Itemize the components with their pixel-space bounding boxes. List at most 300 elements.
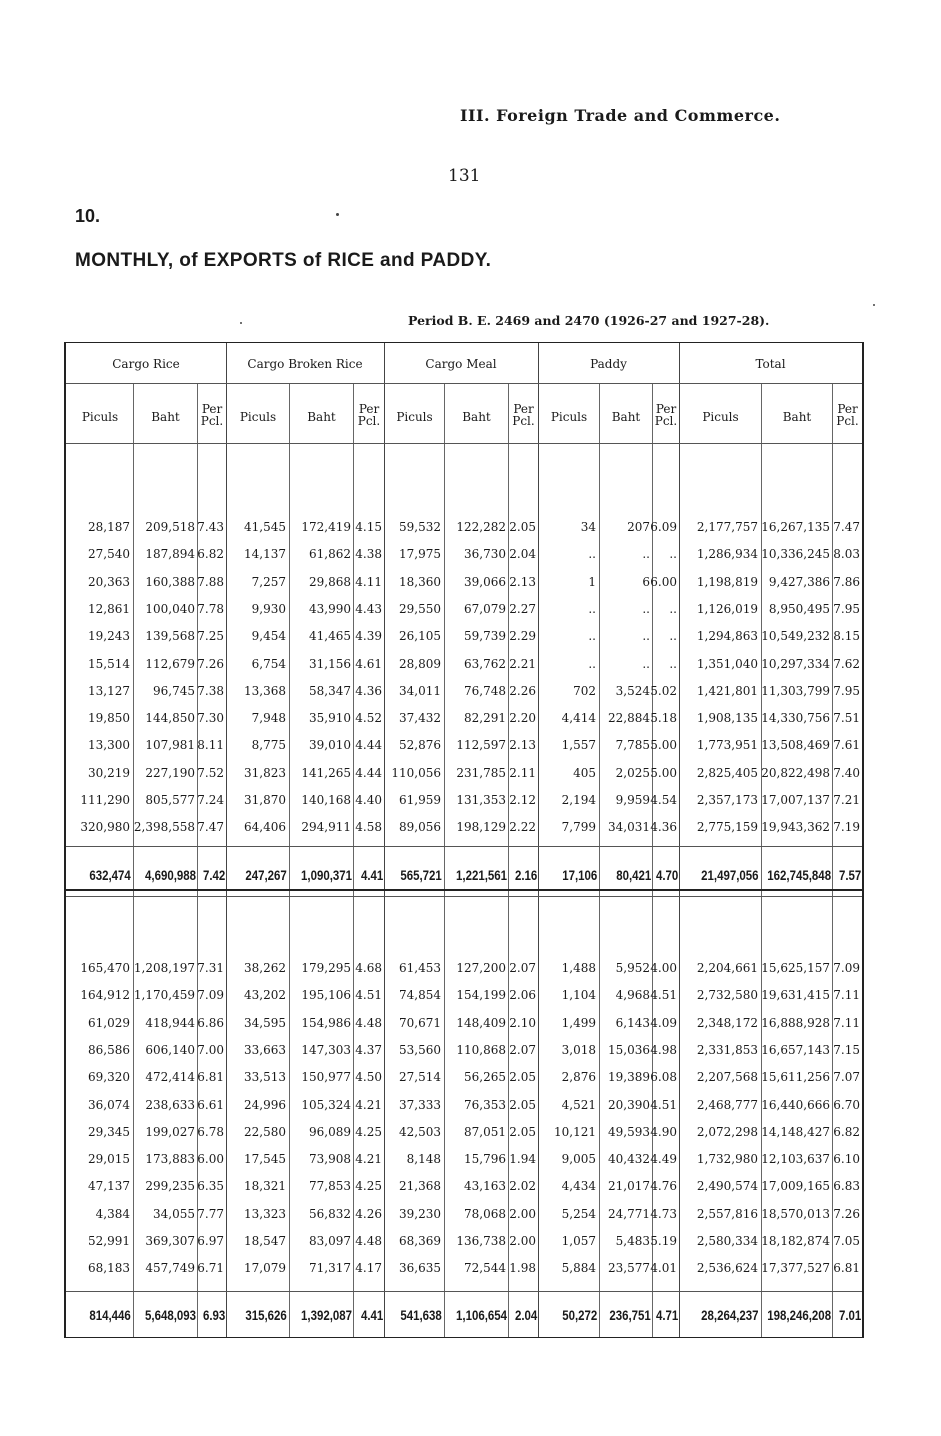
table-cell: 112,597 [456, 738, 506, 753]
table-cell: 61,029 [88, 1015, 130, 1030]
table-cell: 17,545 [244, 1152, 286, 1167]
total-cell: 247,267 [245, 868, 287, 883]
table-cell: 36,074 [88, 1097, 130, 1112]
total-cell: 632,474 [89, 868, 131, 883]
table-cell: 2,025 [615, 765, 650, 780]
table-cell: 26,105 [399, 629, 441, 644]
table-cell: 294,911 [301, 820, 351, 835]
table-cell: 2.29 [509, 629, 536, 644]
table-cell: .. [669, 629, 677, 644]
table-cell: 42,503 [399, 1124, 441, 1139]
table-cell: 9,930 [251, 601, 286, 616]
table-cell: 16,657,143 [761, 1042, 830, 1057]
table-cell: 6.81 [833, 1261, 860, 1276]
header-rule [66, 383, 862, 384]
table-cell: 2.11 [509, 765, 536, 780]
table-cell: 77,853 [309, 1179, 351, 1194]
table-cell: 19,943,362 [761, 820, 830, 835]
table-cell: 4,968 [615, 988, 650, 1003]
table-cell: 7,799 [561, 820, 596, 835]
total-cell: 565,721 [400, 868, 442, 883]
table-cell: 89,056 [399, 820, 441, 835]
table-cell: 8,775 [251, 738, 286, 753]
table-cell: 2,398,558 [133, 820, 195, 835]
total-cell: 7.01 [838, 1308, 861, 1323]
table-cell: 2,331,853 [696, 1042, 758, 1057]
table-cell: 20,390 [608, 1097, 650, 1112]
table-cell: 2.02 [509, 1179, 536, 1194]
column-header-piculs: Piculs [239, 410, 277, 424]
table-cell: 4.51 [650, 988, 677, 1003]
table-cell: 8.03 [833, 547, 860, 562]
table-cell: 7.40 [833, 765, 860, 780]
table-cell: .. [669, 547, 677, 562]
table-cell: 165,470 [80, 961, 130, 975]
table-cell: 7.51 [833, 711, 860, 726]
table-cell: 1,286,934 [696, 547, 758, 562]
table-cell: 7.26 [197, 656, 224, 671]
table-cell: 6.08 [650, 1070, 677, 1085]
table-cell: 8,950,495 [768, 601, 830, 616]
table-cell: 13,127 [88, 683, 130, 698]
table-cell: 29,868 [309, 574, 351, 589]
table-cell: 131,353 [456, 793, 506, 807]
table-cell: 7.78 [197, 601, 224, 616]
table-cell: 67,079 [464, 601, 506, 616]
table-cell: 4.25 [355, 1179, 382, 1194]
table-cell: 13,300 [88, 738, 130, 753]
table-cell: 61,862 [309, 547, 351, 562]
table-cell: 1,294,863 [696, 629, 758, 644]
table-cell: 110,056 [391, 765, 441, 780]
table-cell: 43,163 [464, 1179, 506, 1194]
table-cell: 111,290 [80, 793, 130, 807]
table-row [66, 654, 862, 674]
group-header-total: Total [755, 357, 786, 371]
table-cell: 34,031 [608, 820, 650, 835]
table-cell: 68,183 [88, 1261, 130, 1276]
table-cell: 13,323 [244, 1206, 286, 1221]
column-header-piculs: Piculs [396, 410, 433, 424]
table-cell: 164,912 [80, 988, 130, 1003]
total-cell: 162,745,848 [767, 868, 831, 883]
table-cell: 86,586 [88, 1042, 130, 1057]
table-cell: .. [642, 601, 650, 616]
print-speck [336, 213, 339, 216]
table-cell: 2,580,334 [696, 1234, 758, 1248]
table-cell: .. [642, 656, 650, 671]
column-header-baht: Baht [611, 410, 641, 424]
table-cell: 43,990 [309, 601, 351, 616]
table-cell: 39,066 [464, 574, 506, 589]
total-cell: 1,221,561 [455, 868, 507, 883]
table-cell: 4.37 [355, 1042, 382, 1057]
total-cell: 6.93 [202, 1308, 225, 1323]
table-cell: 13,368 [244, 683, 286, 698]
table-cell: 4.50 [355, 1070, 382, 1085]
total-rule [66, 846, 862, 847]
table-cell: 7.11 [833, 988, 860, 1003]
table-cell: 14,148,427 [761, 1124, 830, 1139]
table-cell: 41,465 [309, 629, 351, 644]
table-cell: 52,876 [399, 738, 441, 753]
total-cell: 814,446 [89, 1308, 131, 1323]
total-row [66, 865, 862, 885]
table-row [66, 735, 862, 755]
table-cell: .. [642, 629, 650, 644]
table-cell: 1,499 [561, 1015, 596, 1030]
group-header-paddy: Paddy [590, 357, 627, 371]
table-cell: 5,254 [561, 1206, 596, 1221]
table-cell: 147,303 [301, 1042, 351, 1057]
table-cell: 1.98 [509, 1261, 536, 1276]
table-cell: 2.00 [509, 1234, 536, 1248]
table-cell: 2,194 [561, 793, 596, 807]
table-cell: 61,453 [399, 961, 441, 975]
table-row [66, 1122, 862, 1142]
column-header-piculs: Piculs [702, 410, 739, 424]
table-cell: 207 [627, 520, 650, 534]
table-row [66, 763, 862, 783]
table-cell: 4.51 [650, 1097, 677, 1112]
table-cell: 10,336,245 [761, 547, 830, 562]
table-cell: 4.61 [355, 656, 382, 671]
table-cell: 231,785 [456, 765, 506, 780]
table-cell: 5.00 [650, 738, 677, 753]
table-cell: 34,055 [153, 1206, 195, 1221]
table-cell: 31,870 [244, 793, 286, 807]
table-cell: 6.35 [197, 1179, 224, 1194]
total-cell: 2.16 [514, 868, 537, 883]
table-cell: 2,732,580 [696, 988, 758, 1003]
header-rule [66, 443, 862, 444]
table-cell: 15,611,256 [761, 1070, 830, 1085]
table-cell: 70,671 [399, 1015, 441, 1030]
table-cell: 405 [573, 765, 596, 780]
table-cell: 7.47 [833, 520, 860, 534]
table-cell: .. [588, 601, 596, 616]
table-cell: 17,007,137 [761, 793, 830, 807]
table-cell: 4.40 [355, 793, 382, 807]
table-cell: 2.22 [509, 820, 536, 835]
print-speck [240, 322, 242, 324]
table-cell: 4.36 [355, 683, 382, 698]
table-cell: 20,822,498 [761, 765, 830, 780]
table-cell: 4.11 [355, 574, 382, 589]
table-cell: 15,625,157 [761, 961, 830, 975]
column-header-piculs: Piculs [550, 410, 588, 424]
table-cell: 59,739 [464, 629, 506, 644]
table-cell: 14,137 [244, 547, 286, 562]
table-cell: .. [669, 601, 677, 616]
table-cell: 16,440,666 [761, 1097, 830, 1112]
table-cell: 2.12 [509, 793, 536, 807]
table-cell: 6.78 [197, 1124, 224, 1139]
table-cell: 41,545 [244, 520, 286, 534]
table-cell: 56,832 [309, 1206, 351, 1221]
table-cell: 18,321 [244, 1179, 286, 1194]
table-cell: 1,908,135 [696, 711, 758, 726]
table-cell: 112,679 [145, 656, 195, 671]
table-cell: 19,243 [88, 629, 130, 644]
table-cell: 2.07 [509, 1042, 536, 1057]
table-cell: 4.43 [355, 601, 382, 616]
table-cell: 7.19 [833, 820, 860, 835]
total-cell: 4.70 [655, 868, 678, 883]
table-cell: 139,568 [145, 629, 195, 644]
table-cell: 1,351,040 [696, 656, 758, 671]
table-cell: 110,868 [456, 1042, 506, 1057]
table-cell: 39,230 [399, 1206, 441, 1221]
table-cell: 4.90 [650, 1124, 677, 1139]
table-cell: 17,079 [244, 1261, 286, 1276]
table-cell: 7.61 [833, 738, 860, 753]
table-cell: 154,986 [301, 1015, 351, 1030]
table-row [66, 572, 862, 592]
table-cell: 96,089 [309, 1124, 351, 1139]
table-cell: .. [642, 547, 650, 562]
table-cell: 1,557 [561, 738, 596, 753]
table-cell: 72,544 [464, 1261, 506, 1276]
table-cell: 15,036 [608, 1042, 650, 1057]
table-cell: 4.21 [355, 1097, 382, 1112]
table-cell: 18,570,013 [761, 1206, 830, 1221]
table-row [66, 958, 862, 978]
table-cell: 4.98 [650, 1042, 677, 1057]
table-cell: 7,785 [615, 738, 650, 753]
table-cell: 148,409 [456, 1015, 506, 1030]
table-cell: 1,126,019 [696, 601, 758, 616]
table-cell: 4.09 [650, 1015, 677, 1030]
table-row [66, 1067, 862, 1087]
table-cell: 173,883 [145, 1152, 195, 1167]
total-cell: 5,648,093 [144, 1308, 196, 1323]
total-cell: 541,638 [400, 1308, 442, 1323]
table-cell: 24,996 [244, 1097, 286, 1112]
table-cell: 29,550 [399, 601, 441, 616]
table-cell: 2,557,816 [696, 1206, 758, 1221]
table-cell: 9,005 [561, 1152, 596, 1167]
table-cell: 83,097 [309, 1234, 351, 1248]
table-cell: 4.76 [650, 1179, 677, 1194]
table-cell: 1,488 [561, 961, 596, 975]
table-cell: 5,952 [615, 961, 650, 975]
total-row [66, 1305, 862, 1325]
table-cell: 4.17 [355, 1261, 382, 1276]
table-cell: 22,580 [244, 1124, 286, 1139]
table-cell: 5.00 [650, 765, 677, 780]
table-cell: 2,468,777 [696, 1097, 758, 1112]
table-cell: 12,861 [88, 601, 130, 616]
table-cell: 49,593 [608, 1124, 650, 1139]
group-header-cargo-rice: Cargo Rice [112, 357, 180, 371]
table-row [66, 985, 862, 1005]
table-row [66, 790, 862, 810]
table-cell: 7.09 [833, 961, 860, 975]
table-cell: 7.11 [833, 1015, 860, 1030]
table-cell: 38,262 [244, 961, 286, 975]
table-cell: 179,295 [301, 961, 351, 975]
table-cell: 805,577 [145, 793, 195, 807]
table-cell: 4.51 [355, 988, 382, 1003]
table-cell: 27,514 [399, 1070, 441, 1085]
table-cell: 320,980 [80, 820, 130, 835]
table-cell: 7.47 [197, 820, 224, 835]
table-cell: 2.04 [509, 547, 536, 562]
table-cell: 7.30 [197, 711, 224, 726]
column-header-per-pcl: Per Pcl. [836, 402, 859, 428]
table-title: MONTHLY, of EXPORTS of RICE and PADDY. [75, 250, 492, 271]
total-cell: 1,090,371 [300, 868, 352, 883]
table-cell: 127,200 [456, 961, 506, 975]
block-divider [66, 896, 862, 897]
table-cell: 238,633 [145, 1097, 195, 1112]
table-cell: 2.27 [509, 601, 536, 616]
total-cell: 50,272 [561, 1308, 597, 1323]
table-cell: 105,324 [301, 1097, 351, 1112]
table-row [66, 544, 862, 564]
table-cell: 2,072,298 [696, 1124, 758, 1139]
table-cell: 4.26 [355, 1206, 382, 1221]
table-cell: 6.81 [197, 1070, 224, 1085]
table-cell: 4.54 [650, 793, 677, 807]
table-cell: 8.15 [833, 629, 860, 644]
table-cell: 14,330,756 [761, 711, 830, 726]
table-cell: 96,745 [153, 683, 195, 698]
table-cell: 7.52 [197, 765, 224, 780]
table-cell: 6.09 [650, 520, 677, 534]
table-cell: 34,595 [244, 1015, 286, 1030]
table-row [66, 681, 862, 701]
table-cell: 7.95 [833, 601, 860, 616]
table-cell: 140,168 [301, 793, 351, 807]
table-cell: 702 [573, 683, 596, 698]
table-cell: 4.39 [355, 629, 382, 644]
table-cell: 2.21 [509, 656, 536, 671]
table-cell: 4,521 [561, 1097, 596, 1112]
table-cell: 160,388 [145, 574, 195, 589]
table-cell: 2.05 [509, 1070, 536, 1085]
print-speck [873, 304, 875, 306]
table-cell: 7.05 [833, 1234, 860, 1248]
column-header-per-pcl: Per Pcl. [357, 402, 381, 428]
table-cell: 5.18 [650, 711, 677, 726]
table-cell: 6.10 [833, 1152, 860, 1167]
table-row [66, 1040, 862, 1060]
table-cell: 2.10 [509, 1015, 536, 1030]
table-cell: 4,414 [561, 711, 596, 726]
table-cell: 7.62 [833, 656, 860, 671]
table-cell: 43,202 [244, 988, 286, 1003]
table-cell: 7.31 [197, 961, 224, 975]
table-cell: 58,347 [309, 683, 351, 698]
table-row [66, 599, 862, 619]
table-cell: 52,991 [88, 1234, 130, 1248]
table-cell: 56,265 [464, 1070, 506, 1085]
table-cell: 10,121 [554, 1124, 596, 1139]
table-cell: 5,483 [615, 1234, 650, 1248]
table-cell: 2.05 [509, 1097, 536, 1112]
table-cell: 227,190 [145, 765, 195, 780]
table-cell: 61,959 [399, 793, 441, 807]
group-header-cargo-meal: Cargo Meal [425, 357, 497, 371]
table-cell: 63,762 [464, 656, 506, 671]
table-cell: 9,427,386 [768, 574, 830, 589]
table-cell: .. [588, 547, 596, 562]
table-cell: 35,910 [309, 711, 351, 726]
table-cell: 154,199 [456, 988, 506, 1003]
table-cell: 5.02 [650, 683, 677, 698]
table-cell: .. [588, 629, 596, 644]
column-header-per-pcl: Per Pcl. [512, 402, 535, 428]
table-cell: 7.43 [197, 520, 224, 534]
table-row [66, 517, 862, 537]
period-caption: Period B. E. 2469 and 2470 (1926-27 and 1927-28). [408, 313, 770, 328]
table-cell: 172,419 [301, 520, 351, 534]
table-cell: 68,369 [399, 1234, 441, 1248]
table-cell: 100,040 [145, 601, 195, 616]
table-cell: 457,749 [145, 1261, 195, 1276]
column-header-baht: Baht [782, 410, 812, 424]
table-cell: 21,368 [399, 1179, 441, 1194]
table-cell: 1,208,197 [133, 961, 195, 975]
table-cell: 33,663 [244, 1042, 286, 1057]
table-cell: 69,320 [88, 1070, 130, 1085]
table-cell: 8.11 [197, 738, 224, 753]
table-cell: 2,204,661 [696, 961, 758, 975]
table-cell: 2,348,172 [696, 1015, 758, 1030]
table-cell: 4.73 [650, 1206, 677, 1221]
block-divider [66, 889, 862, 891]
table-cell: 7.95 [833, 683, 860, 698]
table-cell: 6.83 [833, 1179, 860, 1194]
table-cell: 2,207,568 [696, 1070, 758, 1085]
total-cell: 4.71 [655, 1308, 678, 1323]
table-cell: 3,018 [561, 1042, 596, 1057]
table-cell: 4.21 [355, 1152, 382, 1167]
table-cell: 141,265 [301, 765, 351, 780]
table-cell: 6.61 [197, 1097, 224, 1112]
total-rule [66, 1291, 862, 1292]
total-cell: 315,626 [245, 1308, 287, 1323]
table-cell: 9,454 [251, 629, 286, 644]
column-header-baht: Baht [462, 410, 491, 424]
table-cell: 2.07 [509, 961, 536, 975]
table-cell: 2.26 [509, 683, 536, 698]
table-cell: 16,267,135 [761, 520, 830, 534]
table-cell: 73,908 [309, 1152, 351, 1167]
table-cell: 6.70 [833, 1097, 860, 1112]
total-cell: 17,106 [561, 868, 597, 883]
table-cell: 11,303,799 [761, 683, 830, 698]
table-cell: 136,738 [456, 1234, 506, 1248]
table-cell: 199,027 [145, 1124, 195, 1139]
group-header-cargo-broken-rice: Cargo Broken Rice [247, 357, 363, 371]
table-cell: 418,944 [145, 1015, 195, 1030]
table-cell: 4.68 [355, 961, 382, 975]
table-cell: 4.25 [355, 1124, 382, 1139]
table-cell: 36,730 [464, 547, 506, 562]
table-number: 10. [75, 206, 101, 226]
table-cell: 17,009,165 [761, 1179, 830, 1194]
table-cell: 74,854 [399, 988, 441, 1003]
table-cell: 2,177,757 [696, 520, 758, 534]
table-cell: 30,219 [88, 765, 130, 780]
table-cell: 2.05 [509, 1124, 536, 1139]
table-row [66, 1258, 862, 1278]
column-header-per-pcl: Per Pcl. [200, 402, 224, 428]
table-cell: 28,809 [399, 656, 441, 671]
